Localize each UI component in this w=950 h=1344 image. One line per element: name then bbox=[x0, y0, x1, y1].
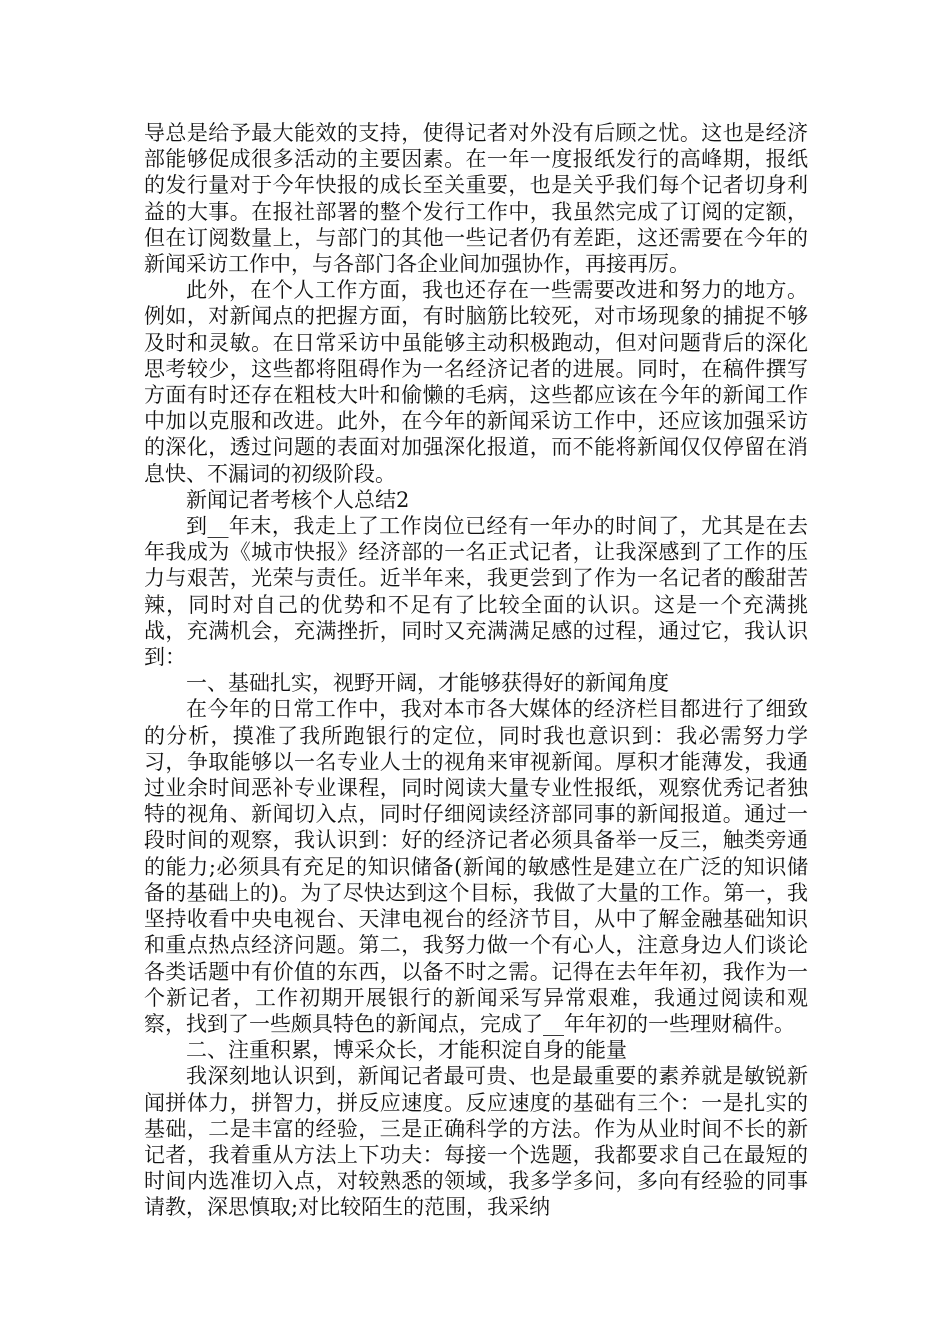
paragraph-shortcomings: 此外，在个人工作方面，我也还存在一些需要改进和努力的地方。例如，对新闻点的把握方面，有时脑筋比较死，对市场现象的捕捉不够及时和灵敏。在日常采访中虽能够主动积极跑动，但对问题背后的深化思考较少，这些都将阻碍作为一名经济记者的进展。同时，在稿件撰写方面有时还存在粗枝大叶和偷懒的毛病，这些都应该在今年的新闻工作中加以克服和改进。此外，在今年的新闻采访工作中，还应该加强采访的深化，透过问题的表面对加强深化报道，而不能将新闻仅仅停留在消息快、不漏词的初级阶段。 bbox=[144, 278, 808, 486]
subheading-foundation: 一、基础扎实，视野开阔，才能够获得好的新闻角度 bbox=[186, 671, 669, 696]
document-page bbox=[144, 120, 808, 1221]
paragraph-foundation: 在今年的日常工作中，我对本市各大媒体的经济栏目都进行了细致的分析，摸准了我所跑银行的定位，同时我也意识到：我必需努力学习，争取能够以一名专业人士的视角来审视新闻。厚积才能薄发，我通过业余时间恶补专业课程，同时阅读大量专业性报纸，观察优秀记者独特的视角、新闻切入点，同时仔细阅读经济部同事的新闻报道。通过一段时间的观察，我认识到：好的经济记者必须具备举一反三，触类旁通的能力;必须具有充足的知识储备(新闻的敏感性是建立在广泛的知识储备的基础上的)。为了尽快达到这个目标，我做了大量的工作。第一，我坚持收看中央电视台、天津电视台的经济节目，从中了解金融基础知识和重点热点经济问题。第二，我努力做一个有心人，注意身边人们谈论各类话题中有价值的东西，以备不时之需。记得在去年年初，我作为一个新记者，工作初期开展银行的新闻采写异常艰难，我通过阅读和观察，找到了一些颇具特色的新闻点，完成了__年年初的一些理财稿件。 bbox=[144, 697, 808, 1036]
paragraph-continuation: 导总是给予最大能效的支持，使得记者对外没有后顾之忧。这也是经济部能够促成很多活动的主要因素。在一年一度报纸发行的高峰期，报纸的发行量对于今年快报的成长至关重要，也是关乎我们每个记者切身利益的大事。在报社部署的整个发行工作中，我虽然完成了订阅的定额，但在订阅数量上，与部门的其他一些记者仍有差距，这还需要在今年的新闻采访工作中，与各部门各企业间加强协作，再接再厉。 bbox=[144, 121, 808, 277]
paragraph-accumulation: 我深刻地认识到，新闻记者最可贵、也是最重要的素养就是敏锐新闻拼体力，拼智力，拼反应速度。反应速度的基础有三个：一是扎实的基础，二是丰富的经验，三是正确科学的方法。作为从业时间不长的新记者，我着重从方法上下功夫：每接一个选题，我都要求自己在最短的时间内选准切入点，对较熟悉的领域，我多学多问，多向有经验的同事请教，深思慎取;对比较陌生的范围，我采纳 bbox=[144, 1064, 808, 1220]
paragraph-intro: 到__年末，我走上了工作岗位已经有一年办的时间了，尤其是在去年我成为《城市快报》经济部的一名正式记者，让我深感到了工作的压力与艰苦，光荣与责任。近半年来，我更尝到了作为一名记者的酸甜苦辣，同时对自己的优势和不足有了比较全面的认识。这是一个充满挑战，充满机会，充满挫折，同时又充满满足感的过程，通过它，我认识到： bbox=[144, 514, 808, 670]
subheading-accumulation: 二、注重积累，博采众长，才能积淀自身的能量 bbox=[186, 1038, 627, 1063]
section-heading-summary-2: 新闻记者考核个人总结2 bbox=[186, 487, 410, 512]
